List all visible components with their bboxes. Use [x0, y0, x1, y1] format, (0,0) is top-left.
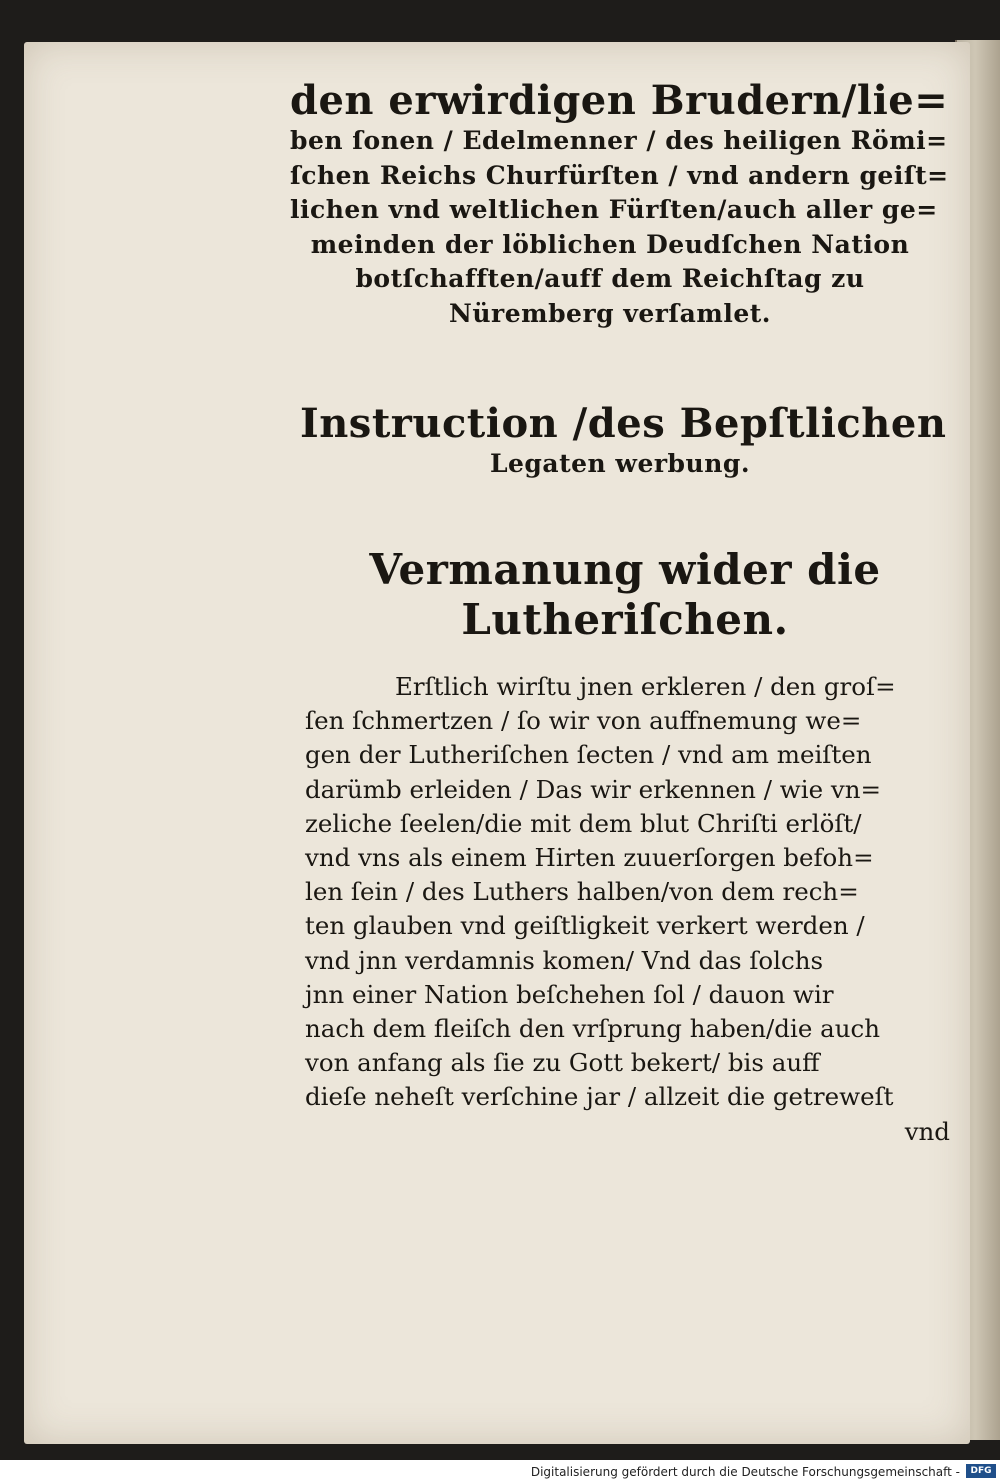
funding-credit: Digitalisierung gefördert durch die Deutsche Forschungsgemeinschaft -	[530, 1465, 960, 1479]
address-line: den erwirdigen Brudern/lie=	[290, 77, 949, 124]
footer-bar	[0, 1460, 1000, 1483]
address-block	[290, 77, 949, 331]
instruction-title: Instruction /des Bepſtlichen	[300, 400, 947, 447]
text-line: Erſtlich wirſtu jnen erkleren / den groſ=	[395, 672, 896, 701]
address-line: ben ſonen / Edelmenner / des heiligen Römi=	[290, 126, 948, 155]
text-line: jnn einer Nation beſchehen ſol / dauon wir	[305, 979, 834, 1009]
section-heading	[320, 545, 930, 645]
address-line: ſchen Reichs Churfürſten / vnd andern geiſt=	[290, 160, 949, 190]
address-line: Nüremberg verſamlet.	[449, 298, 771, 328]
text-line: ſen ſchmertzen / ſo wir von auffnemung we=	[305, 706, 862, 736]
text-line: vnd jnn verdamnis komen/ Vnd das ſolchs	[305, 945, 824, 975]
text-line: vnd vns als einem Hirten zuuerſorgen befoh=	[305, 843, 874, 873]
text-line: dieſe neheſt verſchine jar / allzeit die getreweſt	[305, 1082, 894, 1112]
instruction-heading	[300, 400, 947, 480]
text-line: zeliche ſeelen/die mit dem blut Chriſti erlöſt/	[305, 808, 862, 838]
section-title-line: Lutheriſchen.	[461, 595, 789, 644]
section-title-line: Vermanung wider die	[369, 545, 881, 594]
body-text	[305, 670, 950, 1149]
text-line: gen der Lutheriſchen ſecten / vnd am meiſten	[305, 740, 872, 770]
address-line: botſchafften/auff dem Reichſtag zu	[355, 264, 865, 293]
instruction-subtitle: Legaten werbung.	[489, 449, 751, 478]
text-line: nach dem fleiſch den vrſprung haben/die auch	[305, 1014, 880, 1044]
address-line: lichen vnd weltlichen Fürſten/auch aller ge=	[290, 195, 938, 224]
text-line: ten glauben vnd geiſtligkeit verkert werden /	[305, 911, 865, 941]
text-line: darümb erleiden / Das wir erkennen / wie vn=	[305, 774, 882, 804]
address-line: meinden der löblichen Deudſchen Nation	[310, 229, 910, 259]
dfg-logo: DFG	[966, 1464, 996, 1478]
text-line: von anfang als ſie zu Gott bekert/ bis auff	[305, 1048, 820, 1078]
catchword: vnd	[904, 1116, 950, 1146]
text-line: len ſein / des Luthers halben/von dem rech=	[305, 877, 859, 907]
